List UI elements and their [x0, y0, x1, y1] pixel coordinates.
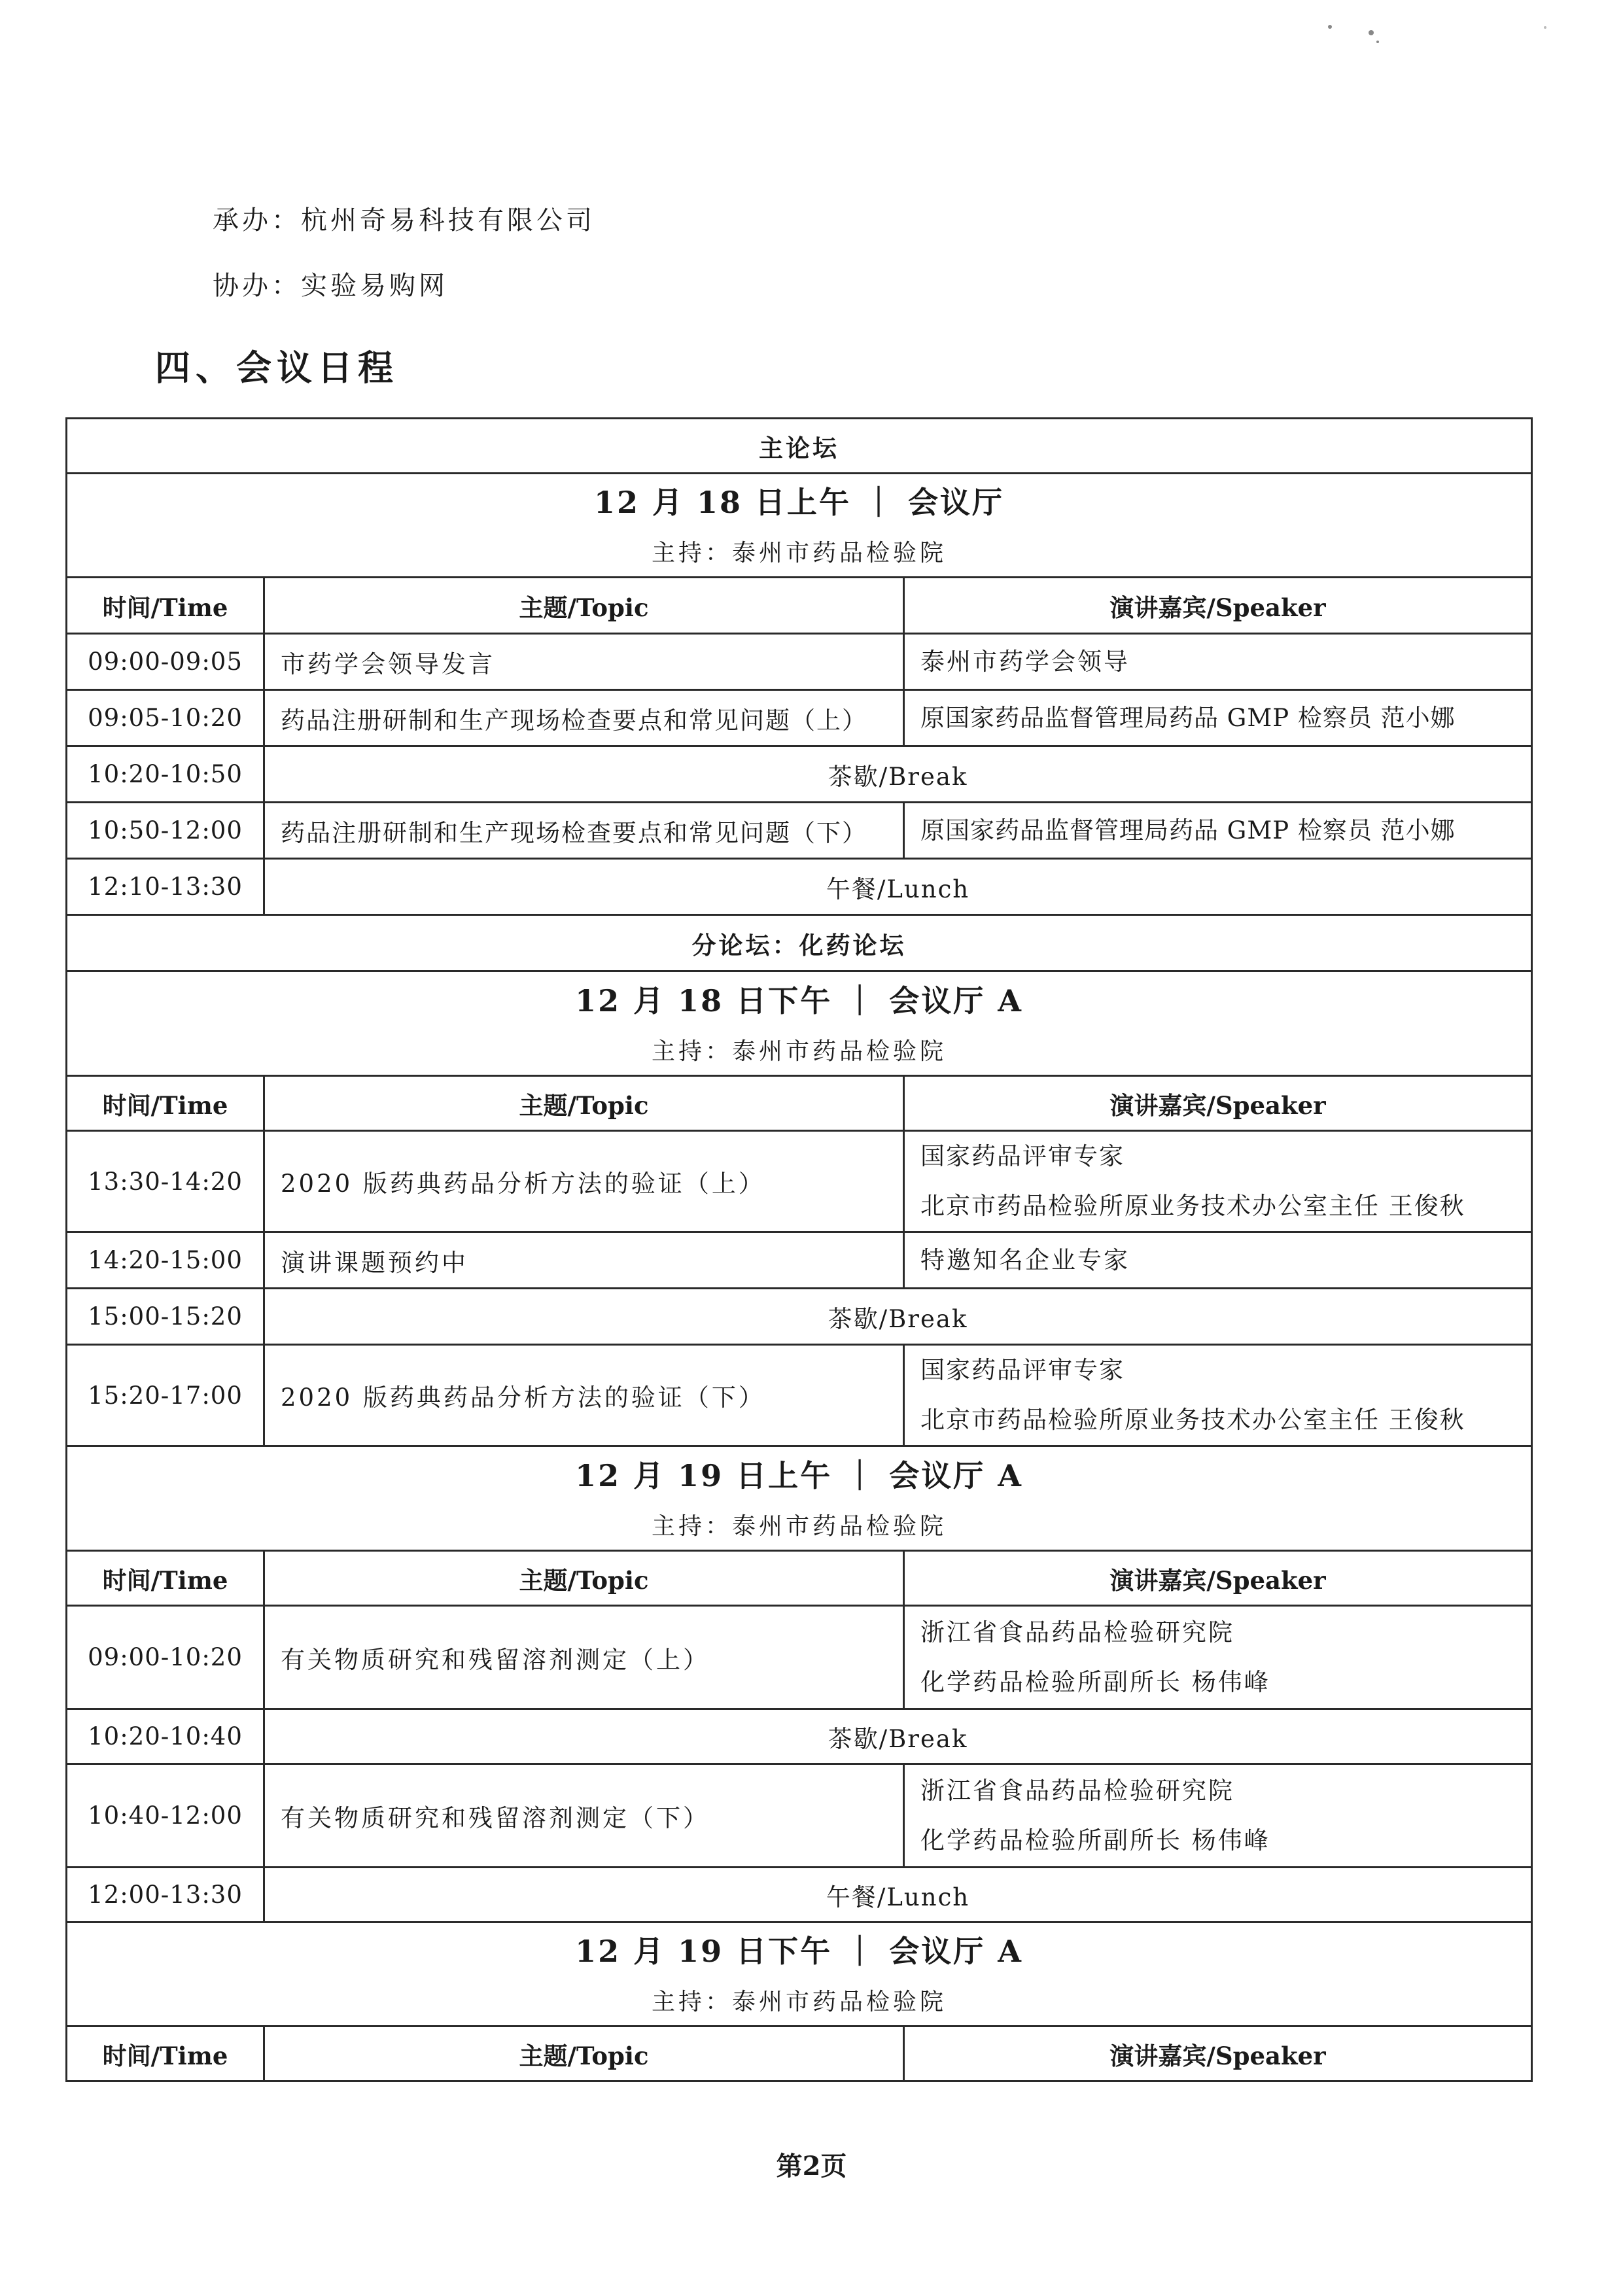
break-row: [67, 1289, 1532, 1345]
header-topic: 主题/Topic: [264, 1076, 904, 1131]
header-time: 时间/Time: [67, 1076, 264, 1131]
forum-row: [67, 419, 1532, 474]
session-header: [67, 1922, 1532, 2026]
row-speaker: 特邀知名企业专家: [904, 1232, 1532, 1289]
column-header-row: [67, 578, 1532, 634]
row-time: 15:00-15:20: [67, 1289, 264, 1345]
organizer-label: 承办：: [213, 205, 301, 235]
row-speaker: 原国家药品监督管理局药品 GMP 检察员 范小娜: [904, 690, 1532, 746]
row-time: 10:20-10:50: [67, 746, 264, 803]
row-time: 12:10-13:30: [67, 859, 264, 915]
row-topic: 药品注册研制和生产现场检查要点和常见问题（下）: [264, 803, 904, 859]
row-speaker: [904, 1764, 1532, 1868]
row-topic: 演讲课题预约中: [264, 1232, 904, 1289]
scan-speck: [1376, 41, 1379, 43]
row-time: 13:30-14:20: [67, 1131, 264, 1232]
organizer-value: 杭州奇易科技有限公司: [301, 205, 595, 235]
co-organizer-value: 实验易购网: [301, 271, 448, 301]
header-topic: 主题/Topic: [264, 2026, 904, 2081]
session-header: [67, 1446, 1532, 1551]
session-title: 12 月 19 日上午 ｜ 会议厅 A: [575, 1457, 1023, 1493]
row-time: 09:00-09:05: [67, 634, 264, 690]
speaker-affiliation: 国家药品评审专家: [920, 1142, 1125, 1170]
row-time: 10:40-12:00: [67, 1764, 264, 1868]
break-row: [67, 746, 1532, 803]
co-organizer-line: [213, 265, 448, 302]
row-topic: 2020 版药典药品分析方法的验证（上）: [264, 1131, 904, 1232]
row-topic: 有关物质研究和残留溶剂测定（上）: [264, 1606, 904, 1709]
table-row: [67, 1131, 1532, 1232]
column-header-row: [67, 1076, 1532, 1131]
row-topic: 市药学会领导发言: [264, 634, 904, 690]
session-title: 12 月 18 日下午 ｜ 会议厅 A: [575, 983, 1023, 1018]
session-header: [67, 971, 1532, 1076]
schedule-table: [65, 417, 1533, 2082]
header-speaker: 演讲嘉宾/Speaker: [904, 1076, 1532, 1131]
column-header-row: [67, 2026, 1532, 2081]
header-speaker: 演讲嘉宾/Speaker: [904, 1551, 1532, 1606]
session-host: 主持：泰州市药品检验院: [651, 540, 947, 566]
row-speaker: [904, 1345, 1532, 1446]
header-time: 时间/Time: [67, 578, 264, 634]
break-label: 茶歇/Break: [264, 1709, 1532, 1764]
table-row: [67, 803, 1532, 859]
forum-title: 主论坛: [67, 419, 1532, 474]
table-row: [67, 634, 1532, 690]
speaker-title-name: 化学药品检验所副所长 杨伟峰: [920, 1826, 1270, 1854]
speaker-affiliation: 浙江省食品药品检验研究院: [920, 1776, 1234, 1805]
forum-title: 分论坛：化药论坛: [67, 915, 1532, 971]
page-number: 第2页: [776, 2151, 847, 2182]
session-header: [67, 474, 1532, 578]
header-topic: 主题/Topic: [264, 1551, 904, 1606]
table-row: [67, 1606, 1532, 1709]
speaker-title-name: 北京市药品检验所原业务技术办公室主任 王俊秋: [920, 1192, 1465, 1220]
session-row: [67, 1922, 1532, 2026]
row-time: 09:00-10:20: [67, 1606, 264, 1709]
table-row: [67, 1232, 1532, 1289]
speaker-affiliation: 国家药品评审专家: [920, 1356, 1125, 1384]
scan-speck: [1369, 30, 1374, 35]
header-topic: 主题/Topic: [264, 578, 904, 634]
row-topic: 2020 版药典药品分析方法的验证（下）: [264, 1345, 904, 1446]
row-topic: 药品注册研制和生产现场检查要点和常见问题（上）: [264, 690, 904, 746]
session-host: 主持：泰州市药品检验院: [651, 1037, 947, 1065]
forum-row: [67, 915, 1532, 971]
row-speaker: 原国家药品监督管理局药品 GMP 检察员 范小娜: [904, 803, 1532, 859]
row-time: 10:20-10:40: [67, 1709, 264, 1764]
session-title: 12 月 18 日上午 ｜ 会议厅: [593, 485, 1005, 520]
row-time: 15:20-17:00: [67, 1345, 264, 1446]
session-title: 12 月 19 日下午 ｜ 会议厅 A: [575, 1934, 1023, 1969]
session-row: [67, 971, 1532, 1076]
session-host: 主持：泰州市药品检验院: [651, 1512, 947, 1540]
table-row: [67, 1764, 1532, 1868]
scan-speck: [1328, 25, 1332, 29]
row-time: 14:20-15:00: [67, 1232, 264, 1289]
organizer-line: [213, 200, 595, 237]
column-header-row: [67, 1551, 1532, 1606]
row-speaker: [904, 1131, 1532, 1232]
session-host: 主持：泰州市药品检验院: [651, 1989, 947, 2015]
table-row: [67, 1345, 1532, 1446]
row-speaker: [904, 1606, 1532, 1709]
header-time: 时间/Time: [67, 1551, 264, 1606]
header-time: 时间/Time: [67, 2026, 264, 2081]
header-speaker: 演讲嘉宾/Speaker: [904, 2026, 1532, 2081]
table-row: [67, 690, 1532, 746]
section-title: 四、会议日程: [155, 347, 398, 389]
break-label: 午餐/Lunch: [264, 859, 1532, 915]
row-speaker: 泰州市药学会领导: [904, 634, 1532, 690]
header-speaker: 演讲嘉宾/Speaker: [904, 578, 1532, 634]
scan-speck: [1544, 26, 1546, 29]
speaker-affiliation: 浙江省食品药品检验研究院: [920, 1618, 1234, 1646]
speaker-title-name: 北京市药品检验所原业务技术办公室主任 王俊秋: [920, 1406, 1465, 1434]
break-label: 茶歇/Break: [264, 1289, 1532, 1345]
session-row: [67, 474, 1532, 578]
row-time: 10:50-12:00: [67, 803, 264, 859]
break-row: [67, 1709, 1532, 1764]
break-row: [67, 1868, 1532, 1922]
break-label: 茶歇/Break: [264, 746, 1532, 803]
row-time: 09:05-10:20: [67, 690, 264, 746]
co-organizer-label: 协办：: [213, 271, 301, 301]
break-row: [67, 859, 1532, 915]
row-time: 12:00-13:30: [67, 1868, 264, 1922]
break-label: 午餐/Lunch: [264, 1868, 1532, 1922]
speaker-title-name: 化学药品检验所副所长 杨伟峰: [920, 1667, 1270, 1696]
session-row: [67, 1446, 1532, 1551]
row-topic: 有关物质研究和残留溶剂测定（下）: [264, 1764, 904, 1868]
